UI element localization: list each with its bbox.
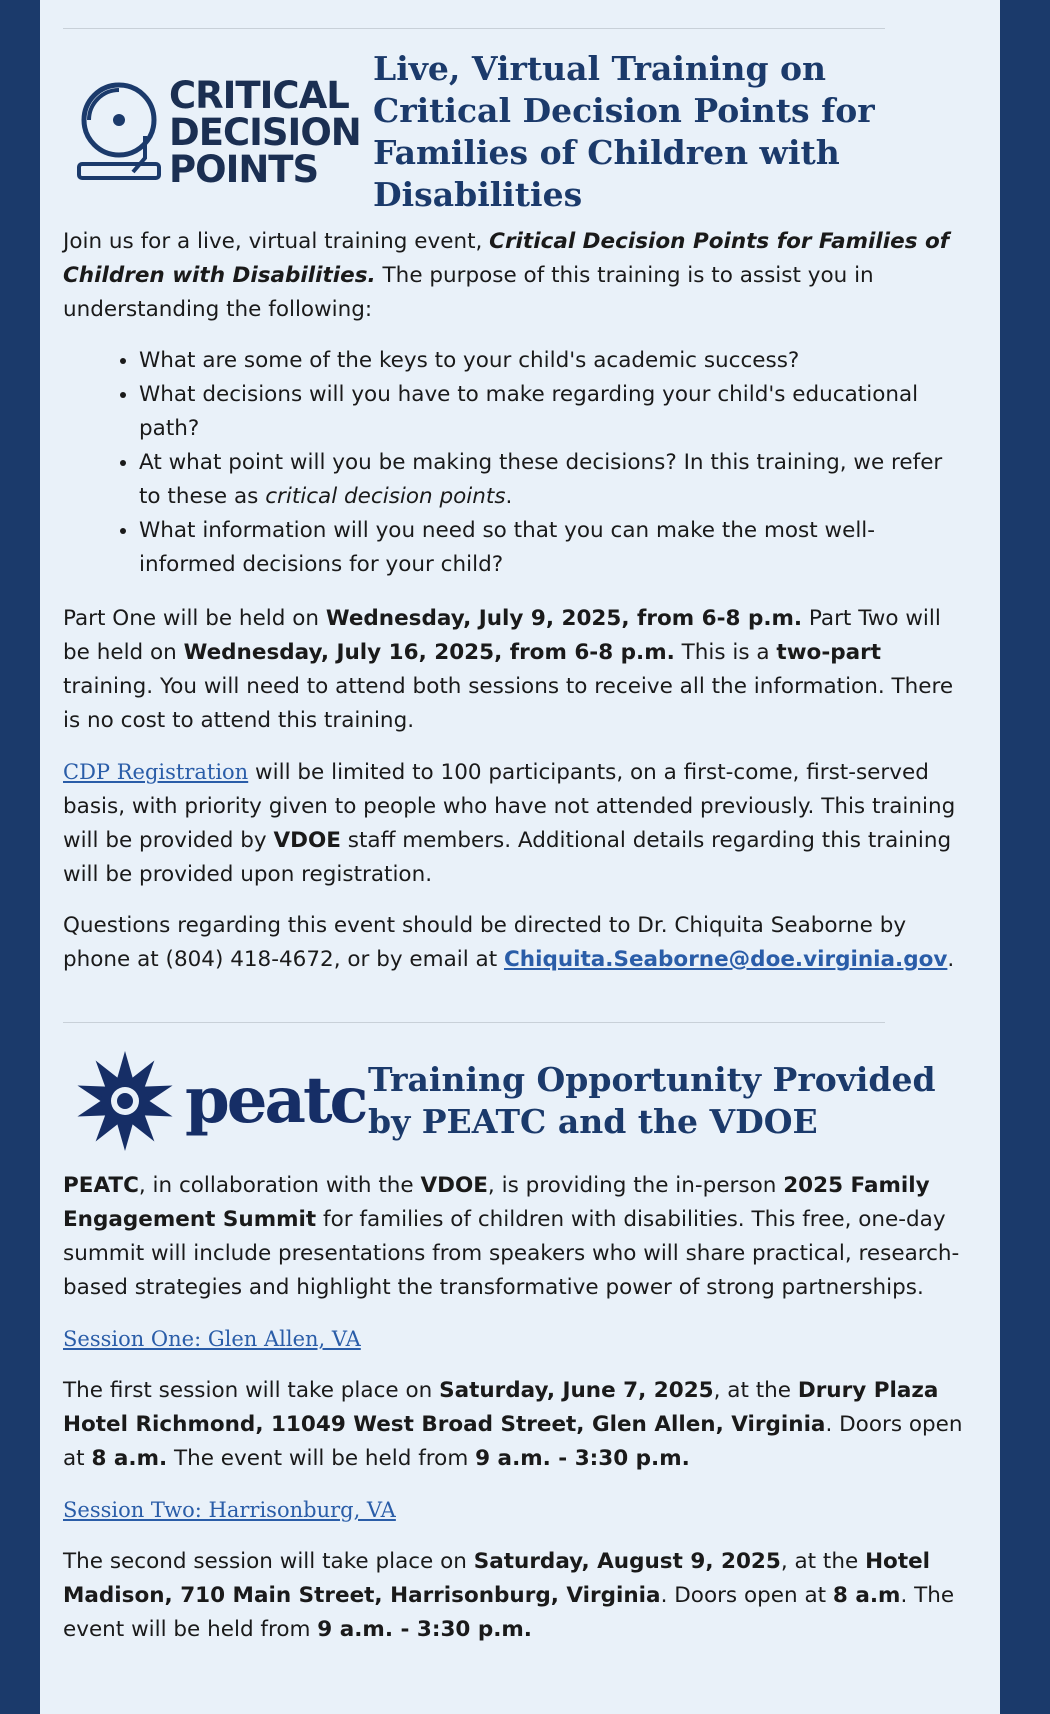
session-two-link[interactable]: Session Two: Harrisonburg, VA [63, 1498, 396, 1522]
bell-icon [73, 76, 165, 188]
divider [63, 28, 885, 29]
session-one-link[interactable]: Session One: Glen Allen, VA [63, 1327, 361, 1351]
list-item: • What information will you need so that you can make the most well-informed decisions for your child? [139, 514, 968, 582]
list-item: • What decisions will you have to make regarding your child's educational path? [139, 378, 968, 446]
peatc-logo-text: peatc [185, 1063, 366, 1138]
cdp-header [63, 49, 968, 214]
email-link[interactable]: Chiquita.Seaborne@doe.virginia.gov [503, 947, 948, 972]
cdp-logo [73, 73, 373, 191]
session-two-heading [63, 1493, 968, 1528]
cdp-title: Live, Virtual Training on Critical Decision Points for Families of Children with Disabilities [373, 49, 875, 214]
peatc-intro: PEATC, in collaboration with the VDOE, is providing the in-person 2025 Family Engagement Summit for families of children with disabilities. This free, one-day summit will include presentations from speakers who will share practical, research-based strategies and highlight the transformative power of strong partnerships. [63, 1173, 960, 1300]
peatc-header [63, 1041, 968, 1161]
cdp-registration: CDP Registration will be limited to 100 participants, on a first-come, first-served basis, with priority given to people who have not attended previously. This training will be provided by VDOE staff members. Additional details regarding this training will be provided upon registration. [63, 760, 956, 887]
snowflake-icon [73, 1049, 177, 1153]
peatc-logo [73, 1049, 368, 1153]
divider [63, 1022, 885, 1023]
cdp-questions: Questions regarding this event should be directed to Dr. Chiquita Seaborne by phone at (804) 418-4672, or by email at Chiquita.Seaborne@doe.virginia.gov. [63, 913, 955, 972]
session-two-details: The second session will take place on Saturday, August 9, 2025, at the Hotel Madison, 710 Main Street, Harrisonburg, Virginia. Doors open at 8 a.m. The event will be held from 9 a.m. - 3:30 p.m. [63, 1549, 955, 1642]
cdp-dates: Part One will be held on Wednesday, July 9, 2025, from 6-8 p.m. Part Two will be held on Wednesday, July 16, 2025, from 6-8 p.m. This is a two-part training. You will need to attend both sessions to receive all the information. There is no cost to attend this training. [63, 606, 954, 733]
cdp-logo-text: CRITICAL DECISION POINTS [169, 73, 361, 191]
cdp-intro: Join us for a live, virtual training event, Critical Decision Points for Families of Children with Disabilities. The purpose of this training is to assist you in understanding the following: [63, 229, 950, 322]
cdp-bullets [63, 344, 968, 582]
session-one-heading [63, 1322, 968, 1357]
peatc-title: Training Opportunity Provided by PEATC and the VDOE [368, 1060, 936, 1141]
email-content [40, 0, 1000, 1714]
cdp-registration-link[interactable]: CDP Registration [63, 760, 249, 784]
session-one-details: The first session will take place on Saturday, June 7, 2025, at the Drury Plaza Hotel Richmond, 11049 West Broad Street, Glen Allen, Virginia. Doors open at 8 a.m. The event will be held from 9 a.m. - 3:30 p.m. [63, 1378, 963, 1471]
list-item: • What are some of the keys to your child's academic success? [139, 344, 968, 378]
list-item: • At what point will you be making these decisions? In this training, we refer to these as critical decision points. [139, 446, 968, 514]
